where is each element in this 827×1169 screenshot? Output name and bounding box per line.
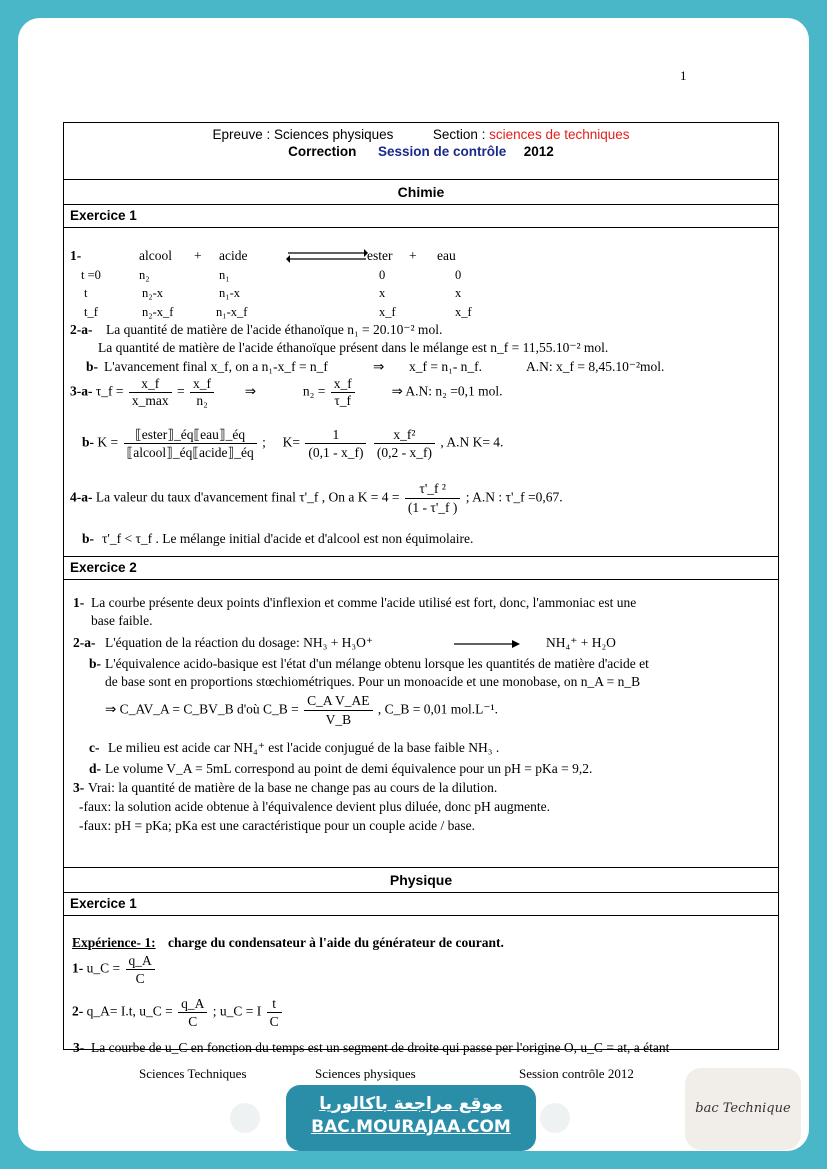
q4a-an: ; A.N : τ'_f =0,67. <box>465 489 563 505</box>
q2a-number: 2-a- <box>73 635 96 650</box>
q4b-text: τ'_f < τ_f . Le mélange initial d'acide et d'alcool est non équimolaire. <box>102 531 474 546</box>
q1-text: La courbe présente deux points d'inflexion et comme l'acide utilisé est fort, donc, l'ammoniac est une <box>91 595 637 610</box>
q4a-text: La valeur du taux d'avancement final τ'_f , On a K = 4 = <box>95 489 400 505</box>
chimie-ex1-body <box>64 228 778 557</box>
experience-text: charge du condensateur à l'aide du générateur de courant. <box>168 935 504 950</box>
table-cell: x <box>455 286 462 300</box>
table-cell: n₂ <box>139 268 150 282</box>
q1-number: 1- <box>72 960 84 976</box>
q2b-expression: x_f = n₁- n_f. <box>409 359 483 374</box>
numerator: q_A <box>178 995 207 1013</box>
formula-suffix: , C_B = 0,01 mol.L⁻¹. <box>377 701 498 717</box>
physique-ex1-body <box>64 916 778 1060</box>
numerator: x_f <box>331 376 355 393</box>
q2c-number: c- <box>89 740 100 755</box>
q2-mid: ; u_C = I <box>212 1003 262 1019</box>
equals-sign: = <box>177 383 185 399</box>
denominator: C <box>188 1014 198 1029</box>
q3-number: 3- <box>73 1040 85 1055</box>
correction-table <box>63 122 779 1055</box>
q1-number: 1- <box>70 248 82 263</box>
q2a-text: L'équation de la réaction du dosage: NH₃ + H₃O⁺ <box>105 635 374 650</box>
q4b-number: b- <box>82 531 95 546</box>
q2b-number: b- <box>89 656 102 671</box>
q2d-number: d- <box>89 761 102 776</box>
correction-label: Correction <box>288 144 357 159</box>
year-label: 2012 <box>523 144 554 159</box>
fraction <box>374 426 435 461</box>
q3-text: Vrai: la quantité de matière de la base ne change pas au cours de la dilution. <box>88 780 498 795</box>
table-cell: n₁-x_f <box>216 305 248 319</box>
separator: ; <box>262 434 266 450</box>
reactant-alcool: alcool <box>139 248 172 263</box>
table-cell: 0 <box>455 268 462 282</box>
q3-text: La courbe de u_C en fonction du temps est un segment de droite qui passe per l'origine O, u_C = at, a étant <box>91 1040 670 1055</box>
exam-header <box>64 123 778 180</box>
table-cell: 0 <box>379 268 386 282</box>
uc-label: u_C = <box>86 960 121 976</box>
table-cell: x_f <box>379 305 396 319</box>
footer-right: Session contrôle 2012 <box>519 1066 634 1081</box>
footer-mid: Sciences physiques <box>315 1066 416 1081</box>
denominator: n₂ <box>196 393 208 408</box>
section-label: Section : <box>432 127 486 142</box>
q2a-text-2: La quantité de matière de l'acide éthanoïque présent dans le mélange est n_f = 11,55.10⁻² mol. <box>98 340 609 355</box>
epreuve-label: Epreuve : Sciences physiques <box>212 127 394 142</box>
product-eau: eau <box>437 248 456 263</box>
fraction <box>190 376 214 409</box>
numerator: τ'_f ² <box>405 480 460 499</box>
fraction <box>126 952 155 987</box>
q2a-text: La quantité de matière de l'acide éthanoïque n₁ = 20.10⁻² mol. <box>106 322 443 337</box>
formula-prefix: ⇒ C_AV_A = C_BV_B d'où C_B = <box>105 701 299 717</box>
experience-label: Expérience- 1: <box>72 935 156 950</box>
numerator: q_A <box>126 952 155 970</box>
q3b-number: b- <box>82 434 95 450</box>
reactant-acide: acide <box>219 248 248 263</box>
q2a-number: 2-a- <box>70 322 93 337</box>
fraction <box>305 426 366 461</box>
denominator: C <box>135 971 145 986</box>
table-cell: t <box>84 286 88 300</box>
numerator: x_f <box>129 376 172 393</box>
table-cell: t =0 <box>81 268 101 282</box>
q2b-formula <box>105 692 498 729</box>
reaction-arrow-icon <box>454 639 520 649</box>
q4a-line <box>70 480 563 517</box>
q2b-an: A.N: x_f = 8,45.10⁻²mol. <box>526 359 665 374</box>
table-cell: n₂-x_f <box>142 305 174 319</box>
fraction <box>331 376 355 409</box>
banner-url[interactable]: BAC.MOURAJAA.COM <box>311 1117 511 1137</box>
q3a-an: ⇒ A.N: n₂ =0,1 mol. <box>391 383 503 399</box>
q2b-text: L'équivalence acido-basique est l'état d'un mélange obtenu lorsque les quantités de matière d'acide et <box>105 656 649 671</box>
equilibrium-arrow-icon <box>286 248 368 264</box>
chimie-title: Chimie <box>64 180 778 205</box>
table-cell: x_f <box>455 305 472 319</box>
q3-number: 3- <box>73 780 85 795</box>
n2-label: n₂ = <box>302 383 326 399</box>
footer-left: Sciences Techniques <box>139 1066 247 1081</box>
q3b-an: , A.N K= 4. <box>440 434 504 450</box>
implies-icon: ⇒ <box>373 359 385 374</box>
numerator: 1 <box>305 426 366 444</box>
q3a-number: 3-a- <box>70 383 93 399</box>
denominator: x_max <box>131 393 169 408</box>
q2c-text: Le milieu est acide car NH₄⁺ est l'acide conjugué de la base faible NH₃ . <box>108 740 500 755</box>
fraction <box>124 426 257 461</box>
q2-line <box>72 995 284 1030</box>
fraction <box>304 692 372 729</box>
q1-text-2: base faible. <box>91 613 153 628</box>
q2b-text-2: de base sont en proportions stœchiométriques. Pour un monoacide et une monobase, on n_A = n_B <box>105 674 641 689</box>
numerator: ⟦ester⟧_éq⟦eau⟧_éq <box>124 426 257 444</box>
plus-sign: + <box>409 248 417 263</box>
denominator: ⟦alcool⟧_éq⟦acide⟧_éq <box>126 445 254 460</box>
chimie-ex2-title: Exercice 2 <box>64 557 778 580</box>
numerator: x_f² <box>374 426 435 444</box>
denominator: C <box>269 1014 279 1029</box>
denominator: (0,1 - x_f) <box>308 445 364 460</box>
table-cell: x <box>379 286 386 300</box>
q2a-products: NH₄⁺ + H₂O <box>546 635 616 650</box>
site-banner[interactable] <box>286 1085 536 1151</box>
table-cell: t_f <box>84 305 98 319</box>
fraction <box>178 995 207 1030</box>
table-cell: n₂-x <box>142 286 164 300</box>
q3a-line <box>70 376 502 409</box>
bac-technique-logo: bac Technique <box>685 1068 801 1150</box>
page <box>18 18 809 1151</box>
q2d-text: Le volume V_A = 5mL correspond au point de demi équivalence pour un pH = pKa = 9,2. <box>105 761 593 776</box>
k-label: K = <box>97 434 119 450</box>
table-cell: n₁ <box>219 268 230 282</box>
denominator: (0,2 - x_f) <box>376 445 432 460</box>
session-label: Session de contrôle <box>377 144 507 159</box>
fraction <box>267 995 282 1030</box>
q1-line <box>72 952 157 987</box>
q3-faux-1: -faux: la solution acide obtenue à l'équivalence devient plus diluée, donc pH augmente. <box>79 799 551 814</box>
q2b-text: L'avancement final x_f, on a n₁-x_f = n_f <box>104 359 328 374</box>
site-logo-icon <box>230 1103 260 1133</box>
numerator: C_A V_AE <box>304 692 372 711</box>
plus-sign: + <box>194 248 202 263</box>
fraction <box>405 480 460 517</box>
banner-arabic: موقع مراجعة باكالوريا <box>319 1094 503 1114</box>
numerator: x_f <box>190 376 214 393</box>
table-cell: n₁-x <box>219 286 241 300</box>
q2-text: q_A= I.t, u_C = <box>86 1003 173 1019</box>
q3b-line <box>82 426 503 461</box>
k-label: K= <box>282 434 300 450</box>
tau-label: τ_f = <box>95 383 124 399</box>
denominator: τ_f <box>334 393 352 408</box>
q4a-number: 4-a- <box>70 489 93 505</box>
chimie-ex2-body <box>64 580 778 868</box>
q3-faux-2: -faux: pH = pKa; pKa est une caractéristique pour un couple acide / base. <box>79 818 475 833</box>
denominator: (1 - τ'_f ) <box>407 500 458 515</box>
q1-number: 1- <box>73 595 85 610</box>
page-number: 1 <box>680 68 687 83</box>
q2-number: 2- <box>72 1003 84 1019</box>
implies-icon: ⇒ <box>244 383 257 399</box>
product-ester: ester <box>367 248 393 263</box>
numerator: t <box>267 995 282 1013</box>
denominator: V_B <box>325 712 352 727</box>
section-value: sciences de techniques <box>489 127 630 142</box>
physique-ex1-title: Exercice 1 <box>64 893 778 916</box>
site-logo-icon <box>540 1103 570 1133</box>
chimie-ex1-title: Exercice 1 <box>64 205 778 228</box>
fraction <box>129 376 172 409</box>
q2b-number: b- <box>86 359 99 374</box>
physique-title: Physique <box>64 868 778 893</box>
